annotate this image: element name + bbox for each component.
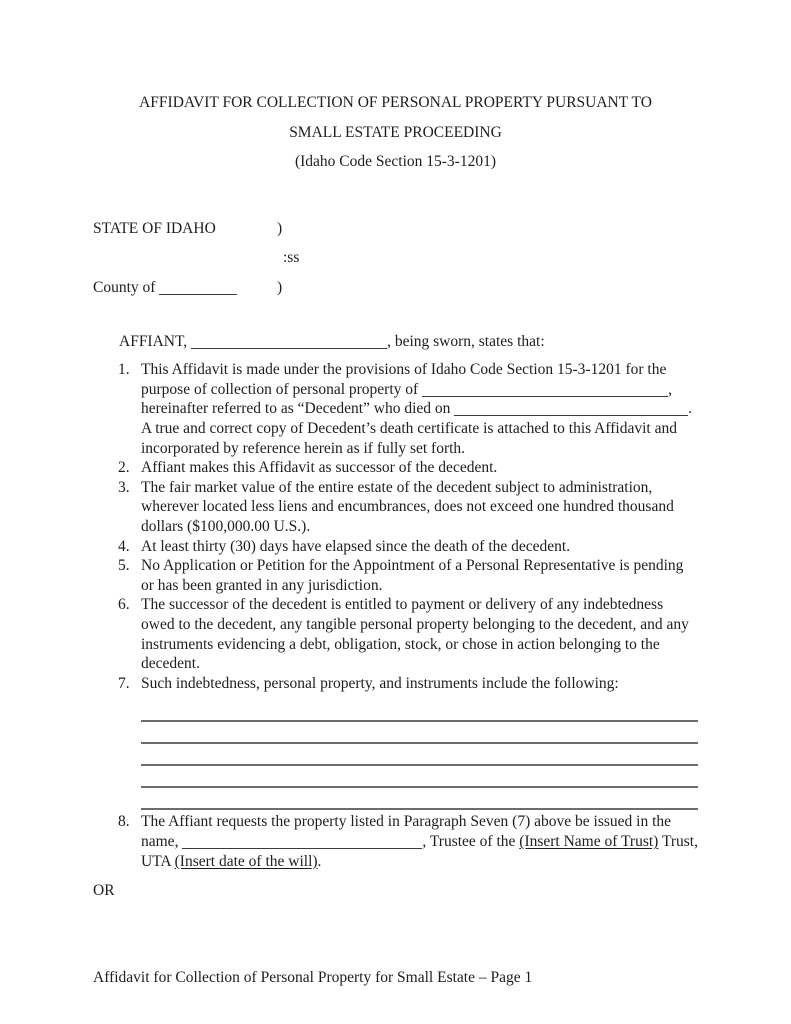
text-run: dollars ($100,000.00 U.S.). [141,518,311,536]
venue-right-text: ) [277,278,283,296]
item-number: 1. [118,361,130,379]
underlined-insert-text: (Insert date of the will) [174,852,318,870]
document-title-block [93,88,698,177]
item-text [141,478,698,537]
text-run: Trust, [658,832,698,850]
text-run: incorporated by reference herein as if fully set forth. [141,439,466,457]
numbered-item [118,478,698,537]
property-write-in-lines [141,700,698,810]
numbered-item [118,360,698,458]
text-line [141,439,698,459]
text-run: , Trustee of the [422,832,520,850]
item-number: 2. [118,459,130,477]
text-run: , [668,380,672,398]
venue-row [93,214,698,244]
numbered-item [118,674,698,694]
item-number: 4. [118,537,130,555]
title-line-2: SMALL ESTATE PROCEEDING [289,123,502,141]
affiant-statement-line [119,332,698,352]
numbered-paragraphs-1-7 [118,360,698,693]
text-run: Such indebtedness, personal property, and instruments include the following: [141,674,619,692]
write-in-line [141,766,698,788]
numbered-item [118,537,698,557]
venue-row [93,243,698,273]
text-line [141,556,698,576]
item-text [141,458,698,478]
venue-left-text [93,214,277,244]
text-run: No Application or Petition for the Appointment of a Personal Representative is pending [141,557,684,575]
text-run: purpose of collection of personal property of [141,380,423,398]
text-line [141,615,698,635]
venue-right-text: ) [277,219,283,237]
item-text [141,595,698,673]
item-text [141,360,698,458]
text-line [141,674,698,694]
item-number: 8. [118,813,130,831]
text-run: Affiant makes this Affidavit as successor of the decedent. [141,459,498,477]
text-run: AFFIANT, [119,333,192,351]
text-run: , being sworn, states that: [387,333,545,351]
text-line [141,497,698,517]
text-run: . [688,400,692,418]
venue-left-text [93,273,277,303]
fill-in-blank [422,383,668,397]
text-run: The Affiant requests the property listed in Paragraph Seven (7) above be issued in the [141,813,672,831]
text-run: decedent. [141,655,200,673]
write-in-line [141,722,698,744]
write-in-line [141,788,698,810]
numbered-item [118,812,698,871]
fill-in-blank [182,835,422,849]
text-run: UTA [141,852,175,870]
text-line [141,537,698,557]
text-run: owed to the decedent, any tangible personal property belonging to the decedent, and any [141,616,689,633]
numbered-item [118,595,698,673]
title-line-3: (Idaho Code Section 15-3-1201) [294,153,497,170]
item-text [141,556,698,595]
venue-right-text: :ss [283,249,300,267]
text-line [141,852,698,872]
text-run: name, [141,832,183,850]
text-run: At least thirty (30) days have elapsed since the death of the decedent. [141,537,571,555]
text-run: . [317,852,322,870]
item-number: 3. [118,478,130,496]
fill-in-blank [191,335,387,349]
text-line [141,478,698,498]
text-run: or has been granted in any jurisdiction. [141,576,383,594]
write-in-line [141,744,698,766]
write-in-line [141,700,698,722]
text-run: hereinafter referred to as “Decedent” who died on [141,400,455,418]
text-line [141,576,698,596]
text-line [141,399,692,419]
text-run: This Affidavit is made under the provisions of Idaho Code Section 15-3-1201 for the [141,361,667,379]
text-line [141,419,698,439]
numbered-item [118,458,698,478]
text-run: County of [93,278,160,296]
page-footer: Affidavit for Collection of Personal Property for Small Estate – Page 1 [93,969,533,987]
numbered-paragraph-8 [118,812,698,871]
text-line [141,832,698,852]
item-text [141,537,698,557]
fill-in-blank [159,281,237,295]
text-line [141,812,698,832]
or-label: OR [93,882,115,900]
text-line [141,458,698,478]
text-run: wherever located less liens and encumbrances, does not exceed one hundred thousand [141,498,674,516]
text-run: STATE OF IDAHO [93,219,216,237]
fill-in-blank [454,402,688,416]
item-text [141,674,698,694]
item-number: 6. [118,596,130,614]
text-line [141,595,698,615]
text-run: The successor of the decedent is entitled to payment or delivery of any indebtedness [141,596,664,614]
text-run: A true and correct copy of Decedent’s death certificate is attached to this Affidavit and [141,420,677,438]
venue-block [93,214,698,303]
numbered-item [118,556,698,595]
venue-row [93,273,698,303]
text-line [141,654,698,674]
item-number: 7. [118,674,130,692]
underlined-insert-text: (Insert Name of Trust) [519,832,659,850]
text-line [141,517,698,537]
text-line [141,380,672,400]
title-line-1: AFFIDAVIT FOR COLLECTION OF PERSONAL PROPERTY PURSUANT TO [139,94,652,111]
item-number: 5. [118,557,130,575]
text-run: instruments evidencing a debt, obligation, stock, or chose in action belonging to the [141,635,660,653]
text-line [141,635,698,655]
text-line [141,360,698,380]
item-text [141,812,698,871]
text-run: The fair market value of the entire estate of the decedent subject to administration, [141,478,653,496]
